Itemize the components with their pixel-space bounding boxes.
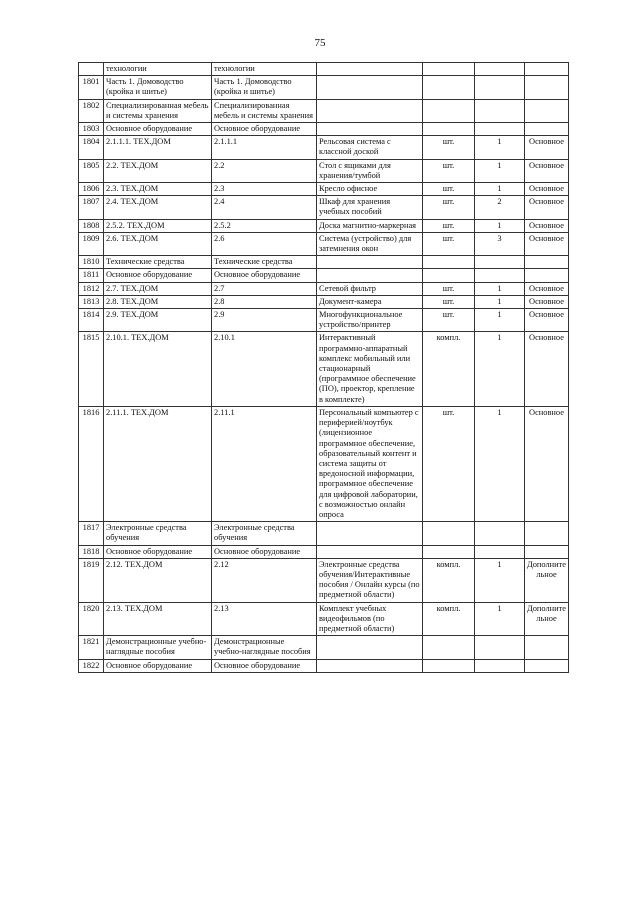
item-name-cell: Шкаф для хранения учебных пособий xyxy=(317,196,423,219)
quantity-cell: 1 xyxy=(475,219,525,232)
quantity-cell: 1 xyxy=(475,136,525,159)
row-number-cell: 1802 xyxy=(79,99,104,122)
quantity-cell: 1 xyxy=(475,295,525,308)
item-name-cell: Стол с ящиками для хранения/тумбой xyxy=(317,159,423,182)
item-name-cell: Система (устройство) для затемнения окон xyxy=(317,232,423,255)
table-row xyxy=(79,636,569,659)
row-number-cell: 1822 xyxy=(79,659,104,672)
category-cell xyxy=(525,256,569,269)
row-number-cell: 1818 xyxy=(79,545,104,558)
table-row xyxy=(79,269,569,282)
row-number-cell: 1807 xyxy=(79,196,104,219)
table-row xyxy=(79,183,569,196)
category-cell: Основное xyxy=(525,282,569,295)
category-cell: Основное xyxy=(525,295,569,308)
item-code-cell: 2.1.1.1 xyxy=(212,136,317,159)
row-number-cell: 1805 xyxy=(79,159,104,182)
unit-cell xyxy=(423,123,475,136)
table-row xyxy=(79,159,569,182)
quantity-cell xyxy=(475,636,525,659)
section-code-cell: Основное оборудование xyxy=(104,269,212,282)
category-cell xyxy=(525,76,569,99)
section-code-cell: Специализированная мебель и системы хранения xyxy=(104,99,212,122)
category-cell: Основное xyxy=(525,232,569,255)
section-code-cell: 2.1.1.1. ТЕХ.ДОМ xyxy=(104,136,212,159)
table-header-row xyxy=(79,63,569,76)
quantity-cell xyxy=(475,659,525,672)
item-code-cell: 2.5.2 xyxy=(212,219,317,232)
section-code-cell: Технические средства xyxy=(104,256,212,269)
item-name-cell: Рельсовая система с классной доской xyxy=(317,136,423,159)
quantity-cell xyxy=(475,269,525,282)
category-cell: Основное xyxy=(525,406,569,521)
item-code-cell: 2.9 xyxy=(212,309,317,332)
unit-cell: шт. xyxy=(423,136,475,159)
item-code-cell: Основное оборудование xyxy=(212,659,317,672)
table-row xyxy=(79,232,569,255)
quantity-cell xyxy=(475,76,525,99)
table-row xyxy=(79,282,569,295)
item-code-cell: Электронные средства обучения xyxy=(212,522,317,545)
category-cell: Дополнительное xyxy=(525,558,569,602)
unit-cell: шт. xyxy=(423,406,475,521)
table-row xyxy=(79,196,569,219)
category-cell: Основное xyxy=(525,196,569,219)
quantity-cell xyxy=(475,545,525,558)
item-name-cell: Персональный компьютер с периферией/ноутбук (лицензионное программное обеспечение, образовательный контент и система защиты от вредоносной информации, программное обеспечение для цифровой лаборатории, с возможностью онлайн опроса xyxy=(317,406,423,521)
unit-cell: шт. xyxy=(423,232,475,255)
section-code-cell: 2.8. ТЕХ.ДОМ xyxy=(104,295,212,308)
table-row xyxy=(79,219,569,232)
category-cell xyxy=(525,659,569,672)
item-code-cell: Основное оборудование xyxy=(212,545,317,558)
section-code-cell: 2.4. ТЕХ.ДОМ xyxy=(104,196,212,219)
item-code-cell: технологии xyxy=(212,63,317,76)
category-cell: Основное xyxy=(525,309,569,332)
item-name-cell: Комплект учебных видеофильмов (по предметной области) xyxy=(317,602,423,636)
unit-cell xyxy=(423,99,475,122)
row-number-cell: 1819 xyxy=(79,558,104,602)
quantity-cell: 3 xyxy=(475,232,525,255)
item-name-cell xyxy=(317,545,423,558)
unit-cell: шт. xyxy=(423,159,475,182)
category-cell xyxy=(525,99,569,122)
unit-cell xyxy=(423,659,475,672)
item-name-cell: Доска магнитно-маркерная xyxy=(317,219,423,232)
row-number-cell: 1815 xyxy=(79,332,104,406)
quantity-cell xyxy=(475,99,525,122)
unit-cell: шт. xyxy=(423,183,475,196)
item-name-cell xyxy=(317,99,423,122)
row-number-cell: 1806 xyxy=(79,183,104,196)
quantity-cell: 1 xyxy=(475,332,525,406)
section-code-cell: 2.7. ТЕХ.ДОМ xyxy=(104,282,212,295)
unit-cell xyxy=(423,636,475,659)
table-row xyxy=(79,136,569,159)
section-code-cell: 2.11.1. ТЕХ.ДОМ xyxy=(104,406,212,521)
quantity-cell: 2 xyxy=(475,196,525,219)
item-code-cell: 2.6 xyxy=(212,232,317,255)
item-name-cell: Многофункциональное устройство/принтер xyxy=(317,309,423,332)
row-number-cell: 1817 xyxy=(79,522,104,545)
unit-cell: шт. xyxy=(423,295,475,308)
item-name-cell xyxy=(317,269,423,282)
section-code-cell: технологии xyxy=(104,63,212,76)
row-number-cell: 1812 xyxy=(79,282,104,295)
category-cell: Основное xyxy=(525,332,569,406)
item-code-cell: 2.8 xyxy=(212,295,317,308)
item-name-cell: Интерактивный программно-аппаратный комплекс мобильный или стационарный (программное обеспечение (ПО), проектор, крепление в комплекте) xyxy=(317,332,423,406)
item-name-cell: Кресло офисное xyxy=(317,183,423,196)
item-code-cell: 2.11.1 xyxy=(212,406,317,521)
table-row xyxy=(79,332,569,406)
item-code-cell: Демонстрационные учебно-наглядные пособия xyxy=(212,636,317,659)
item-code-cell: 2.13 xyxy=(212,602,317,636)
quantity-cell xyxy=(475,256,525,269)
quantity-cell xyxy=(475,123,525,136)
row-number-cell: 1820 xyxy=(79,602,104,636)
unit-cell: шт. xyxy=(423,282,475,295)
item-name-cell xyxy=(317,123,423,136)
section-code-cell: Демонстрационные учебно-наглядные пособия xyxy=(104,636,212,659)
row-number-cell: 1803 xyxy=(79,123,104,136)
quantity-cell: 1 xyxy=(475,159,525,182)
row-number-cell: 1816 xyxy=(79,406,104,521)
unit-cell xyxy=(423,76,475,99)
item-code-cell: 2.4 xyxy=(212,196,317,219)
table-row xyxy=(79,309,569,332)
item-name-cell xyxy=(317,522,423,545)
row-number-cell xyxy=(79,63,104,76)
quantity-cell: 1 xyxy=(475,602,525,636)
item-name-cell: Документ-камера xyxy=(317,295,423,308)
item-name-cell xyxy=(317,76,423,99)
category-cell: Основное xyxy=(525,159,569,182)
quantity-cell: 1 xyxy=(475,406,525,521)
item-code-cell: 2.12 xyxy=(212,558,317,602)
row-number-cell: 1813 xyxy=(79,295,104,308)
category-cell xyxy=(525,269,569,282)
category-cell xyxy=(525,63,569,76)
category-cell: Основное xyxy=(525,219,569,232)
unit-cell: компл. xyxy=(423,332,475,406)
row-number-cell: 1801 xyxy=(79,76,104,99)
table-row xyxy=(79,295,569,308)
unit-cell xyxy=(423,256,475,269)
row-number-cell: 1810 xyxy=(79,256,104,269)
section-code-cell: 2.6. ТЕХ.ДОМ xyxy=(104,232,212,255)
section-code-cell: 2.5.2. ТЕХ.ДОМ xyxy=(104,219,212,232)
table-row xyxy=(79,123,569,136)
unit-cell xyxy=(423,269,475,282)
item-name-cell: Электронные средства обучения/Интерактивные пособия / Онлайн курсы (по предметной области) xyxy=(317,558,423,602)
unit-cell: шт. xyxy=(423,309,475,332)
quantity-cell xyxy=(475,63,525,76)
section-code-cell: 2.9. ТЕХ.ДОМ xyxy=(104,309,212,332)
category-cell: Основное xyxy=(525,136,569,159)
row-number-cell: 1821 xyxy=(79,636,104,659)
unit-cell: шт. xyxy=(423,196,475,219)
quantity-cell: 1 xyxy=(475,282,525,295)
item-code-cell: 2.10.1 xyxy=(212,332,317,406)
item-name-cell xyxy=(317,256,423,269)
quantity-cell xyxy=(475,522,525,545)
row-number-cell: 1809 xyxy=(79,232,104,255)
equipment-table xyxy=(78,62,569,673)
table-row xyxy=(79,76,569,99)
table-row xyxy=(79,99,569,122)
page-number: 75 xyxy=(314,37,326,49)
section-code-cell: 2.10.1. ТЕХ.ДОМ xyxy=(104,332,212,406)
category-cell xyxy=(525,123,569,136)
section-code-cell: Основное оборудование xyxy=(104,545,212,558)
row-number-cell: 1808 xyxy=(79,219,104,232)
quantity-cell: 1 xyxy=(475,558,525,602)
row-number-cell: 1811 xyxy=(79,269,104,282)
category-cell xyxy=(525,545,569,558)
unit-cell xyxy=(423,522,475,545)
section-code-cell: Основное оборудование xyxy=(104,659,212,672)
item-code-cell: 2.3 xyxy=(212,183,317,196)
section-code-cell: Основное оборудование xyxy=(104,123,212,136)
unit-cell: компл. xyxy=(423,602,475,636)
category-cell xyxy=(525,522,569,545)
item-name-cell xyxy=(317,636,423,659)
category-cell: Основное xyxy=(525,183,569,196)
table-row xyxy=(79,256,569,269)
quantity-cell: 1 xyxy=(475,183,525,196)
item-name-cell xyxy=(317,63,423,76)
unit-cell xyxy=(423,63,475,76)
section-code-cell: 2.2. ТЕХ.ДОМ xyxy=(104,159,212,182)
section-code-cell: 2.3. ТЕХ.ДОМ xyxy=(104,183,212,196)
unit-cell xyxy=(423,545,475,558)
item-code-cell: Основное оборудование xyxy=(212,269,317,282)
category-cell xyxy=(525,636,569,659)
item-code-cell: Технические средства xyxy=(212,256,317,269)
category-cell: Дополнительное xyxy=(525,602,569,636)
row-number-cell: 1814 xyxy=(79,309,104,332)
item-code-cell: Часть 1. Домоводство (кройка и шитье) xyxy=(212,76,317,99)
table-row xyxy=(79,558,569,602)
row-number-cell: 1804 xyxy=(79,136,104,159)
table-row xyxy=(79,406,569,521)
section-code-cell: 2.12. ТЕХ.ДОМ xyxy=(104,558,212,602)
section-code-cell: Часть 1. Домоводство (кройка и шитье) xyxy=(104,76,212,99)
item-code-cell: 2.2 xyxy=(212,159,317,182)
section-code-cell: 2.13. ТЕХ.ДОМ xyxy=(104,602,212,636)
table-row xyxy=(79,545,569,558)
section-code-cell: Электронные средства обучения xyxy=(104,522,212,545)
item-code-cell: Основное оборудование xyxy=(212,123,317,136)
item-code-cell: Специализированная мебель и системы хранения xyxy=(212,99,317,122)
table-row xyxy=(79,522,569,545)
item-code-cell: 2.7 xyxy=(212,282,317,295)
unit-cell: шт. xyxy=(423,219,475,232)
table-row xyxy=(79,659,569,672)
item-name-cell: Сетевой фильтр xyxy=(317,282,423,295)
table-row xyxy=(79,602,569,636)
item-name-cell xyxy=(317,659,423,672)
quantity-cell: 1 xyxy=(475,309,525,332)
unit-cell: компл. xyxy=(423,558,475,602)
